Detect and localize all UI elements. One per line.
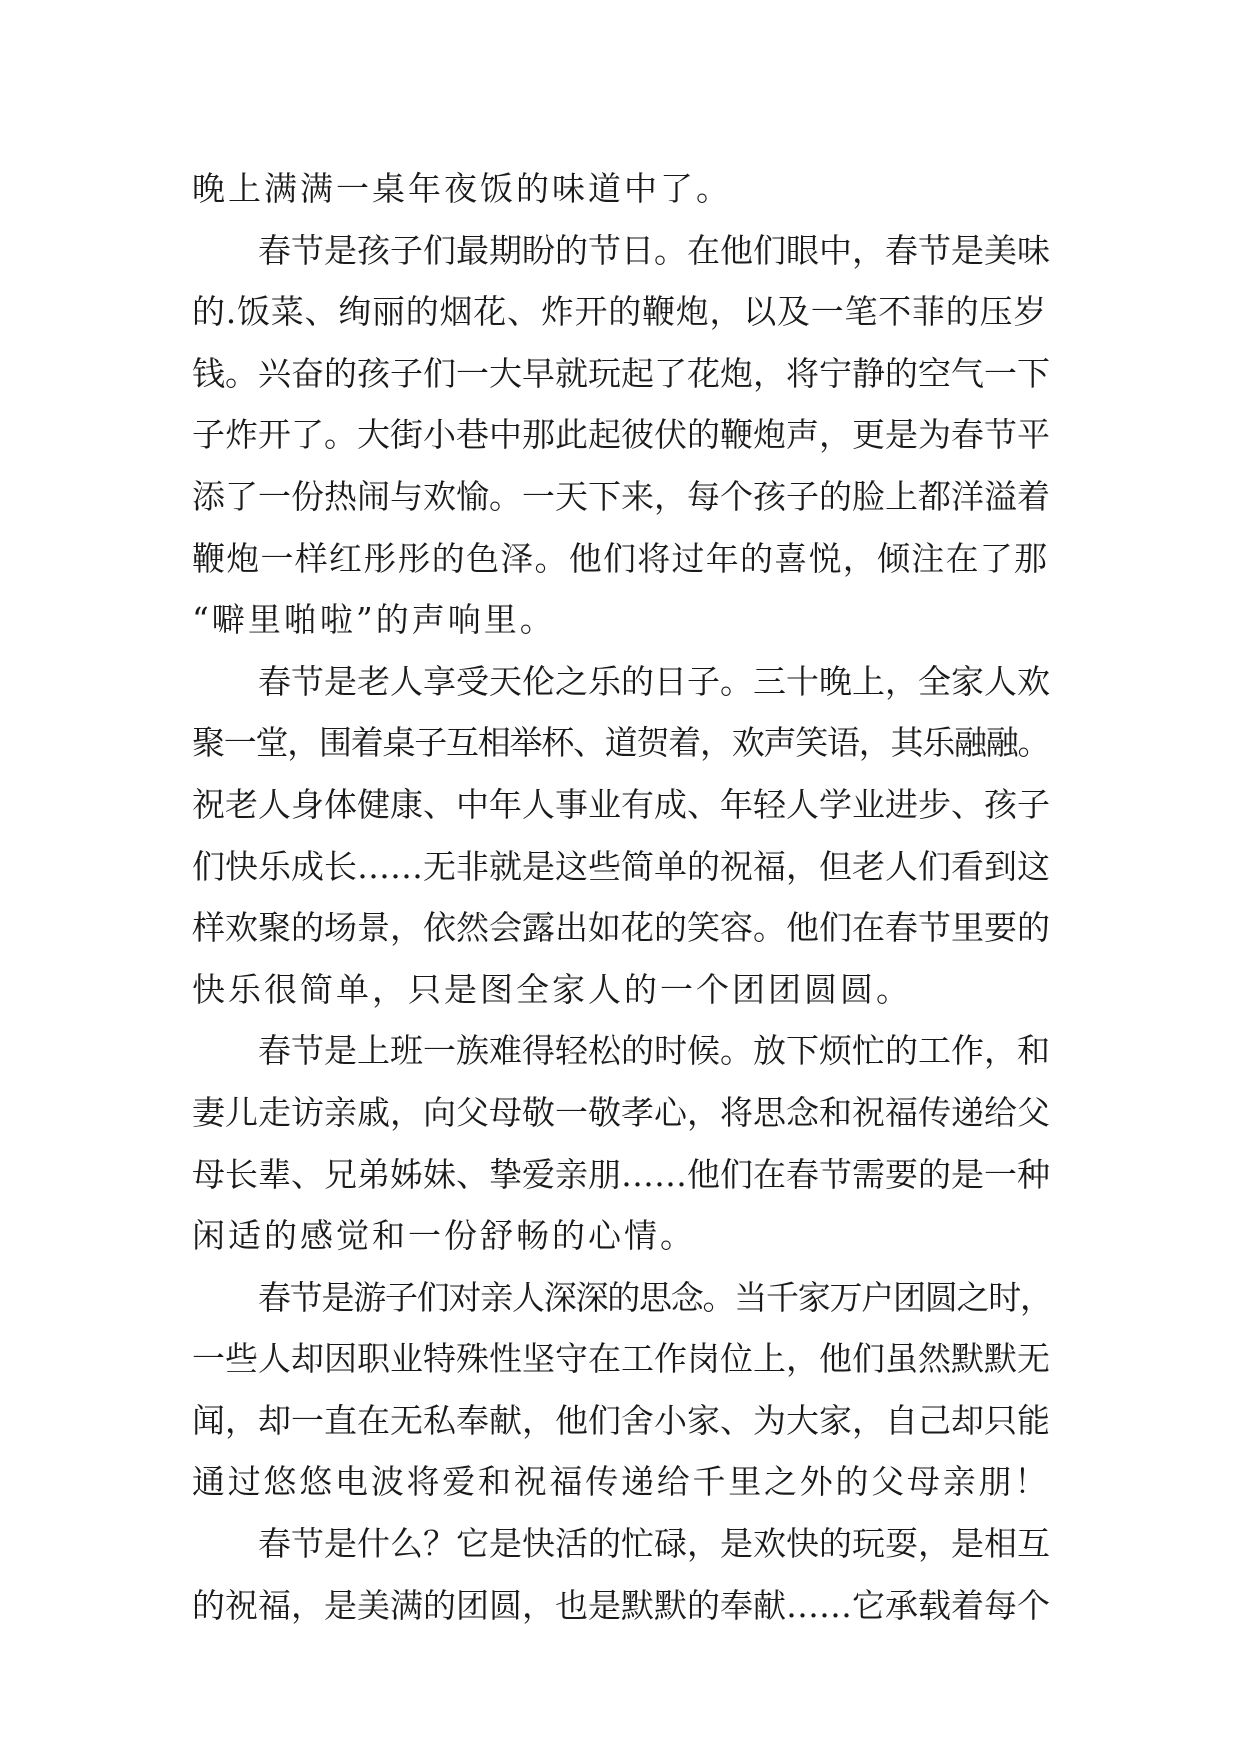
text-line: 母长辈、兄弟姊妹、挚爱亲朋……他们在春节需要的是一种 [192,1154,1050,1194]
text-line: 们快乐成长……无非就是这些简单的祝福，但老人们看到这 [192,846,1050,886]
text-line: 子炸开了。大街小巷中那此起彼伏的鞭炮声，更是为春节平 [192,415,1050,455]
text-line: 快乐很简单，只是图全家人的一个团团圆圆。 [192,969,912,1009]
text-line: 一些人却因职业特殊性坚守在工作岗位上，他们虽然默默无 [192,1339,1050,1379]
paragraph-first-line: 春节是上班一族难得轻松的时候。放下烦忙的工作，和 [258,1031,1050,1071]
text-line: 钱。兴奋的孩子们一大早就玩起了花炮，将宁静的空气一下 [192,353,1050,393]
text-line: “噼里啪啦”的声响里。 [192,600,556,640]
paragraph-first-line: 春节是游子们对亲人深深的思念。当千家万户团圆之时， [258,1277,1052,1317]
paragraph-first-line: 春节是孩子们最期盼的节日。在他们眼中，春节是美味 [258,230,1050,270]
text-line: 添了一份热闹与欢愉。一天下来，每个孩子的脸上都洋溢着 [192,476,1050,516]
text-line: 晚上满满一桌年夜饭的味道中了。 [192,169,732,208]
text-line: 鞭炮一样红彤彤的色泽。他们将过年的喜悦，倾注在了那 [192,538,1049,578]
text-line: 祝老人身体健康、中年人事业有成、年轻人学业进步、孩子 [192,784,1050,824]
text-line: 聚一堂，围着桌子互相举杯、道贺着，欢声笑语，其乐融融。 [192,723,1050,763]
paragraph-first-line: 春节是什么？它是快活的忙碌，是欢快的玩耍，是相互 [258,1524,1050,1564]
text-line: 闲适的感觉和一份舒畅的心情。 [192,1216,696,1256]
text-line: 妻儿走访亲戚，向父母敬一敬孝心，将思念和祝福传递给父 [192,1092,1050,1132]
text-line: 样欢聚的场景，依然会露出如花的笑容。他们在春节里要的 [192,908,1050,948]
document-body [192,158,1052,1636]
paragraph-first-line: 春节是老人享受天伦之乐的日子。三十晚上，全家人欢 [258,661,1050,701]
text-line: 闻，却一直在无私奉献，他们舍小家、为大家，自己却只能 [192,1400,1050,1440]
text-line: 的祝福，是美满的团圆，也是默默的奉献……它承载着每个 [192,1585,1050,1625]
text-line: 通过悠悠电波将爱和祝福传递给千里之外的父母亲朋！ [192,1462,1050,1502]
text-line: 的.饭菜、绚丽的烟花、炸开的鞭炮，以及一笔不菲的压岁 [192,292,1047,332]
